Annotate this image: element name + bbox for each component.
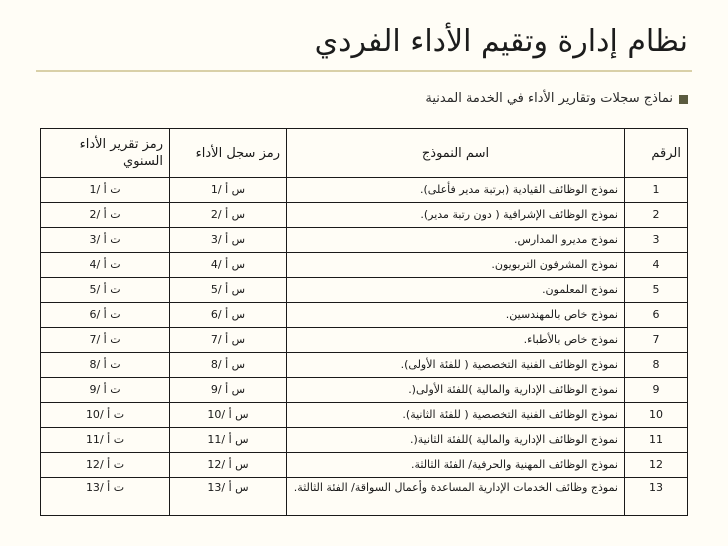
cell-number: 13 bbox=[625, 478, 688, 516]
table-row bbox=[41, 428, 688, 453]
cell-number: 11 bbox=[625, 428, 688, 453]
cell-form-name: نموذج الوظائف الفنية التخصصية ( للفئة الأولى). bbox=[287, 353, 625, 378]
cell-report-code: ت أ /2 bbox=[41, 203, 170, 228]
cell-record-code: س أ /13 bbox=[170, 478, 287, 516]
cell-form-name: نموذج الوظائف الفنية التخصصية ( للفئة الثانية). bbox=[287, 403, 625, 428]
cell-form-name: نموذج خاص بالمهندسين. bbox=[287, 303, 625, 328]
cell-report-code: ت أ /3 bbox=[41, 228, 170, 253]
table-row bbox=[41, 328, 688, 353]
table-row bbox=[41, 378, 688, 403]
cell-form-name: نموذج وظائف الخدمات الإدارية المساعدة وأعمال السواقة/ الفئة الثالثة. bbox=[287, 478, 625, 516]
table-row bbox=[41, 228, 688, 253]
cell-record-code: س أ /6 bbox=[170, 303, 287, 328]
cell-record-code: س أ /8 bbox=[170, 353, 287, 378]
cell-number: 10 bbox=[625, 403, 688, 428]
cell-report-code: ت أ /9 bbox=[41, 378, 170, 403]
cell-form-name: نموذج مديرو المدارس. bbox=[287, 228, 625, 253]
cell-number: 7 bbox=[625, 328, 688, 353]
cell-record-code: س أ /11 bbox=[170, 428, 287, 453]
header-report-code: رمز تقرير الأداء السنوي bbox=[41, 129, 170, 178]
table-row bbox=[41, 453, 688, 478]
forms-table bbox=[40, 128, 688, 516]
table-row bbox=[41, 478, 688, 516]
cell-report-code: ت أ /1 bbox=[41, 178, 170, 203]
cell-number: 9 bbox=[625, 378, 688, 403]
subtitle-text: نماذج سجلات وتقارير الأداء في الخدمة المدنية bbox=[425, 91, 673, 106]
header-number: الرقم bbox=[625, 129, 688, 178]
header-record-code: رمز سجل الأداء bbox=[170, 129, 287, 178]
cell-record-code: س أ /12 bbox=[170, 453, 287, 478]
cell-record-code: س أ /3 bbox=[170, 228, 287, 253]
cell-report-code: ت أ /4 bbox=[41, 253, 170, 278]
cell-report-code: ت أ /7 bbox=[41, 328, 170, 353]
table-row bbox=[41, 203, 688, 228]
cell-number: 5 bbox=[625, 278, 688, 303]
cell-form-name: نموذج خاص بالأطباء. bbox=[287, 328, 625, 353]
table-row bbox=[41, 403, 688, 428]
cell-report-code: ت أ /11 bbox=[41, 428, 170, 453]
cell-report-code: ت أ /8 bbox=[41, 353, 170, 378]
table-header-row bbox=[41, 129, 688, 178]
cell-form-name: نموذج المعلمون. bbox=[287, 278, 625, 303]
table-row bbox=[41, 353, 688, 378]
cell-report-code: ت أ /10 bbox=[41, 403, 170, 428]
page-title: نظام إدارة وتقيم الأداء الفردي bbox=[314, 24, 688, 59]
cell-report-code: ت أ /13 bbox=[41, 478, 170, 516]
cell-number: 8 bbox=[625, 353, 688, 378]
cell-number: 2 bbox=[625, 203, 688, 228]
cell-form-name: نموذج الوظائف المهنية والحرفية/ الفئة الثالثة. bbox=[287, 453, 625, 478]
cell-record-code: س أ /7 bbox=[170, 328, 287, 353]
cell-record-code: س أ /9 bbox=[170, 378, 287, 403]
table-row bbox=[41, 278, 688, 303]
table-body bbox=[41, 178, 688, 516]
title-divider bbox=[36, 70, 692, 72]
cell-number: 6 bbox=[625, 303, 688, 328]
cell-number: 12 bbox=[625, 453, 688, 478]
cell-number: 4 bbox=[625, 253, 688, 278]
header-form-name: اسم النموذج bbox=[287, 129, 625, 178]
cell-record-code: س أ /2 bbox=[170, 203, 287, 228]
cell-record-code: س أ /5 bbox=[170, 278, 287, 303]
table-row bbox=[41, 178, 688, 203]
square-bullet-icon bbox=[679, 95, 688, 104]
cell-form-name: نموذج الوظائف الإدارية والمالية )للفئة الأولى(. bbox=[287, 378, 625, 403]
subtitle-line bbox=[425, 90, 688, 108]
cell-number: 1 bbox=[625, 178, 688, 203]
table-row bbox=[41, 253, 688, 278]
cell-number: 3 bbox=[625, 228, 688, 253]
table-row bbox=[41, 303, 688, 328]
cell-record-code: س أ /4 bbox=[170, 253, 287, 278]
cell-form-name: نموذج المشرفون التربويون. bbox=[287, 253, 625, 278]
cell-report-code: ت أ /12 bbox=[41, 453, 170, 478]
cell-form-name: نموذج الوظائف الإدارية والمالية )للفئة الثانية(. bbox=[287, 428, 625, 453]
cell-report-code: ت أ /5 bbox=[41, 278, 170, 303]
cell-form-name: نموذج الوظائف القيادية (برتبة مدير فأعلى). bbox=[287, 178, 625, 203]
cell-record-code: س أ /1 bbox=[170, 178, 287, 203]
cell-report-code: ت أ /6 bbox=[41, 303, 170, 328]
cell-form-name: نموذج الوظائف الإشرافية ( دون رتبة مدير). bbox=[287, 203, 625, 228]
cell-record-code: س أ /10 bbox=[170, 403, 287, 428]
